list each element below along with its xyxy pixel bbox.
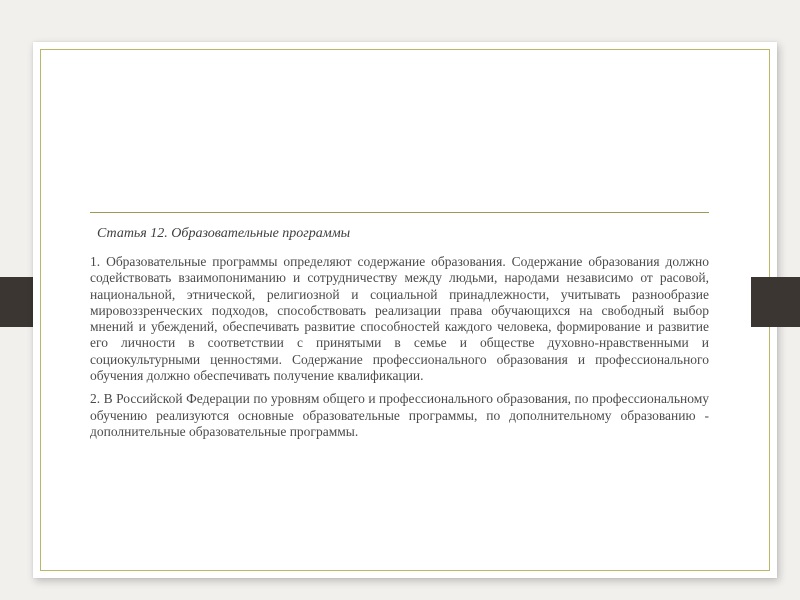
right-decor-bar xyxy=(751,277,800,327)
paragraph-1: 1. Образовательные программы определяют содержание образования. Содержание образования должно содействовать взаимопониманию и сотрудничеству между людьми, народами независимо от расовой, национальной, этнической, религиозной и социальной принадлежности, учитывать разнообразие мировоззренческих подходов, способствовать реализации права обучающихся на свободный выбор мнений и убеждений, обеспечивать развитие способностей каждого человека, формирование и развитие его личности в соответствии с принятыми в семье и обществе духовно-нравственными и социокультурными ценностями. Содержание профессионального образования и профессионального обучения должно обеспечивать получение квалификации. xyxy=(90,254,709,384)
title-divider xyxy=(90,212,709,213)
slide-content xyxy=(90,226,709,447)
left-decor-bar xyxy=(0,277,33,327)
slide-title: Статья 12. Образовательные программы xyxy=(97,226,351,241)
paragraph-2: 2. В Российской Федерации по уровням общего и профессионального образования, по профессиональному обучению реализуются основные образовательные программы, по дополнительному образованию - дополнительные образовательные программы. xyxy=(90,391,709,439)
